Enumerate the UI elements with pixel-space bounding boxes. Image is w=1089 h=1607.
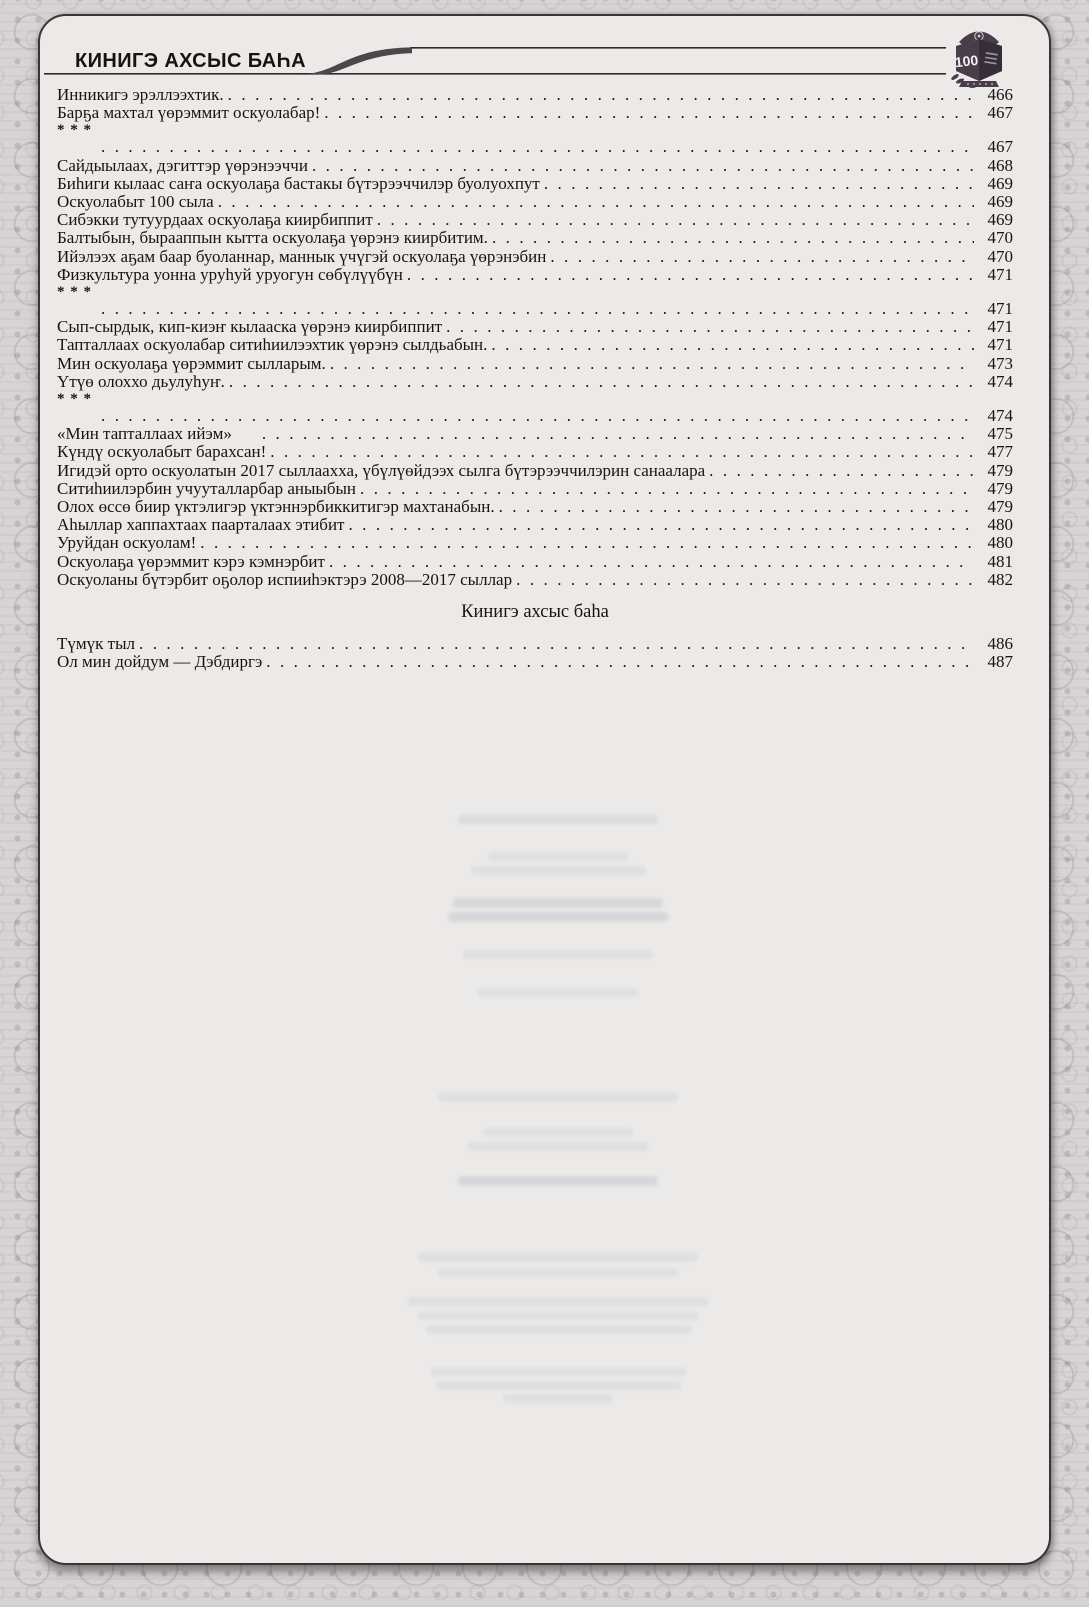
toc-entry-page: 477 bbox=[987, 442, 1013, 462]
toc-leader-dots bbox=[139, 635, 974, 653]
bleedthrough-line bbox=[468, 1142, 648, 1151]
toc-leader-dots bbox=[407, 266, 974, 284]
toc-leader-dots bbox=[229, 373, 974, 391]
bleedthrough-line bbox=[418, 1311, 698, 1320]
toc-entry-page: 479 bbox=[987, 497, 1013, 517]
toc-leader-dots bbox=[218, 193, 974, 211]
toc-entry-title: Сайдыылаах, дэгиттэр үөрэнээччи bbox=[57, 155, 308, 175]
bleedthrough-line bbox=[488, 852, 628, 861]
toc-entry-page: 480 bbox=[987, 515, 1013, 535]
toc-entry-continuation bbox=[57, 138, 1013, 156]
toc-entry-page: 486 bbox=[987, 634, 1013, 654]
toc-entry-title: Сып-сырдык, кип-киэҥ кылааска үөрэнэ киирбиппит bbox=[57, 317, 443, 337]
toc-leader-dots bbox=[228, 86, 974, 104]
toc-content bbox=[57, 86, 1013, 671]
toc-entry-title: Оскуолабыт 100 сыла bbox=[57, 192, 214, 212]
anniversary-badge-100-icon bbox=[946, 19, 1012, 93]
book-page bbox=[38, 14, 1051, 1565]
bleedthrough-line bbox=[453, 898, 663, 908]
bleedthrough-line bbox=[438, 1093, 678, 1102]
toc-entry-continuation bbox=[57, 300, 1013, 318]
toc-entry bbox=[57, 425, 1013, 443]
toc-entry-page: 479 bbox=[987, 478, 1013, 498]
toc-entry-page: 471 bbox=[987, 335, 1013, 355]
toc-entry-page: 479 bbox=[987, 460, 1013, 480]
toc-entry-title: Биһиги кылаас саҥа оскуолаҕа бастакы бүтэрээччилэр буолуохпут bbox=[57, 173, 540, 193]
toc-leader-dots bbox=[200, 534, 974, 552]
toc-entry-title: «Мин тапталлаах ийэм» bbox=[57, 424, 232, 444]
toc-entry-page: 474 bbox=[987, 406, 1013, 426]
toc-entry bbox=[57, 86, 1013, 104]
toc-entry-title: Сибэкки тутуурдаах оскуолаҕа киирбиппит bbox=[57, 210, 373, 230]
toc-leader-dots bbox=[377, 211, 974, 229]
toc-entry bbox=[57, 635, 1013, 653]
toc-entry bbox=[57, 336, 1013, 354]
toc-entry-page: 480 bbox=[987, 533, 1013, 553]
toc-entry-page: 471 bbox=[987, 317, 1013, 337]
toc-entry-title: Балтыбын, бырааппын кытта оскуолаҕа үөрэнэ киирбитим. bbox=[57, 228, 488, 248]
toc-entry-title: Тапталлаах оскуолабар ситиһиилээхтик үөрэнэ сылдьабын. bbox=[57, 335, 488, 355]
toc-entry-title: Игидэй орто оскуолатын 2017 сыллаахха, үбүлүөйдээх сылга бүтэрээччилэрин санаалара bbox=[57, 460, 706, 480]
toc-entry bbox=[57, 318, 1013, 336]
toc-entry-page: 474 bbox=[987, 371, 1013, 391]
toc-entry-page: 487 bbox=[987, 652, 1013, 672]
badge-number: 100 bbox=[954, 51, 979, 71]
toc-leader-dots bbox=[491, 336, 974, 354]
toc-entry-title: Уруйдан оскуолам! bbox=[57, 533, 197, 553]
toc-entry-title: Физкультура уонна уруһуй уруогун сөбүлүүбүн bbox=[57, 264, 403, 284]
toc-entry-title: Барҕа махтал үөрэммит оскуолабар! bbox=[57, 103, 321, 123]
toc-entry bbox=[57, 266, 1013, 284]
bleedthrough-line bbox=[458, 815, 658, 824]
toc-entry bbox=[57, 534, 1013, 552]
toc-leader-dots bbox=[101, 300, 974, 318]
toc-entry bbox=[57, 229, 1013, 247]
bleedthrough-line bbox=[503, 1394, 613, 1403]
toc-entry bbox=[57, 480, 1013, 498]
toc-entry-page: 469 bbox=[987, 210, 1013, 230]
toc-entry-title: Күндү оскуолабыт барахсан! bbox=[57, 442, 267, 462]
toc-leader-dots bbox=[499, 498, 974, 516]
toc-entry-title: * * * bbox=[57, 122, 92, 139]
toc-entry-title: * * * bbox=[57, 391, 92, 408]
toc-entry bbox=[57, 104, 1013, 122]
toc-entry-page: 471 bbox=[987, 299, 1013, 319]
toc-closing-list bbox=[57, 635, 1013, 671]
toc-entry bbox=[57, 193, 1013, 211]
toc-entry bbox=[57, 516, 1013, 534]
toc-entry bbox=[57, 653, 1013, 671]
toc-entry-title: Үтүө олоххо дьулуһуҥ. bbox=[57, 371, 225, 391]
toc-entry-title: Мин оскуолаҕа үөрэммит сылларым. bbox=[57, 353, 326, 373]
toc-entry-title: Ийэлээх аҕам баар буоланнар, маннык үчүгэй оскуолаҕа үөрэнэбин bbox=[57, 246, 547, 266]
section-heading: Кинигэ ахсыс баһа bbox=[461, 602, 609, 623]
bleedthrough-line bbox=[458, 1176, 658, 1186]
toc-entry bbox=[57, 175, 1013, 193]
toc-entry-title: Оскуоланы бүтэрбит оҕолор испииһэктэрэ 2008—2017 сыллар bbox=[57, 569, 513, 589]
bleedthrough-line bbox=[438, 1268, 678, 1277]
toc-entry-page: 481 bbox=[987, 551, 1013, 571]
toc-entry-page: 475 bbox=[987, 424, 1013, 444]
toc-entry bbox=[57, 391, 1013, 407]
header-swoosh bbox=[302, 47, 412, 74]
toc-leader-dots bbox=[101, 138, 974, 156]
toc-entry-page: 470 bbox=[987, 246, 1013, 266]
toc-leader-dots bbox=[348, 516, 974, 534]
toc-entry bbox=[57, 248, 1013, 266]
bleedthrough-line bbox=[431, 1367, 686, 1376]
toc-leader-dots bbox=[709, 462, 974, 480]
toc-leader-dots bbox=[262, 425, 974, 443]
toc-entry bbox=[57, 122, 1013, 138]
bleedthrough-line bbox=[483, 1128, 633, 1137]
toc-leader-dots bbox=[270, 443, 974, 461]
toc-leader-dots bbox=[446, 318, 974, 336]
toc-entry-title: Түмүк тыл bbox=[57, 634, 135, 654]
toc-leader-dots bbox=[329, 553, 974, 571]
toc-entry bbox=[57, 211, 1013, 229]
toc-entry bbox=[57, 355, 1013, 373]
toc-entry-page: 469 bbox=[987, 192, 1013, 212]
toc-leader-dots bbox=[324, 104, 974, 122]
toc-entry-title: Оскуолаҕа үөрэммит кэрэ кэмнэрбит bbox=[57, 551, 325, 571]
chapter-header-title: КИНИГЭ АХСЫС БАҺА bbox=[75, 50, 306, 72]
toc-entry-continuation bbox=[57, 407, 1013, 425]
toc-entry-page: 467 bbox=[987, 137, 1013, 157]
toc-entry-page: 466 bbox=[987, 85, 1013, 104]
toc-entry-title: Инникигэ эрэллээхтик. bbox=[57, 85, 224, 104]
bleedthrough-line bbox=[426, 1325, 691, 1334]
toc-entry bbox=[57, 462, 1013, 480]
toc-leader-dots bbox=[266, 653, 974, 671]
toc-entry-page: 482 bbox=[987, 569, 1013, 589]
toc-entry-title: Олох өссө биир үктэлигэр үктэннэрбиккитигэр махтанабын. bbox=[57, 497, 495, 517]
toc-leader-dots bbox=[312, 157, 974, 175]
bleedthrough-line bbox=[418, 1253, 698, 1262]
toc-leader-dots bbox=[550, 248, 974, 266]
toc-entry bbox=[57, 498, 1013, 516]
toc-leader-dots bbox=[492, 229, 974, 247]
toc-entry-page: 469 bbox=[987, 173, 1013, 193]
toc-leader-dots bbox=[516, 571, 974, 589]
toc-entry-page: 471 bbox=[987, 264, 1013, 284]
toc-entry bbox=[57, 373, 1013, 391]
toc-entry bbox=[57, 443, 1013, 461]
bleedthrough-line bbox=[408, 1297, 708, 1306]
toc-entry-page: 473 bbox=[987, 353, 1013, 373]
bleedthrough-line bbox=[448, 912, 668, 922]
toc-entry bbox=[57, 157, 1013, 175]
toc-leader-dots bbox=[330, 355, 974, 373]
bleedthrough-line bbox=[471, 866, 646, 875]
toc-entry-page: 467 bbox=[987, 103, 1013, 123]
toc-entry-title: Ситиһиилэрбин учууталларбар аныыбын bbox=[57, 478, 357, 498]
toc-entry-title: Ол мин дойдум — Дэбдиргэ bbox=[57, 652, 263, 672]
toc-entry bbox=[57, 571, 1013, 589]
toc-entry bbox=[57, 553, 1013, 571]
toc-entry-title: Аһыллар хаппахтаах паарталаах этибит bbox=[57, 515, 345, 535]
toc-entry-page: 468 bbox=[987, 155, 1013, 175]
bleedthrough-line bbox=[478, 988, 638, 997]
toc-leader-dots bbox=[101, 407, 974, 425]
toc-leader-dots bbox=[544, 175, 974, 193]
bleedthrough-line bbox=[463, 950, 653, 959]
toc-leader-dots bbox=[360, 480, 974, 498]
chapter-header bbox=[40, 16, 1049, 94]
toc-entry bbox=[57, 284, 1013, 300]
toc-entry-title: * * * bbox=[57, 284, 92, 301]
toc-list bbox=[57, 86, 1013, 589]
bleedthrough-line bbox=[436, 1381, 681, 1390]
toc-entry-page: 470 bbox=[987, 228, 1013, 248]
